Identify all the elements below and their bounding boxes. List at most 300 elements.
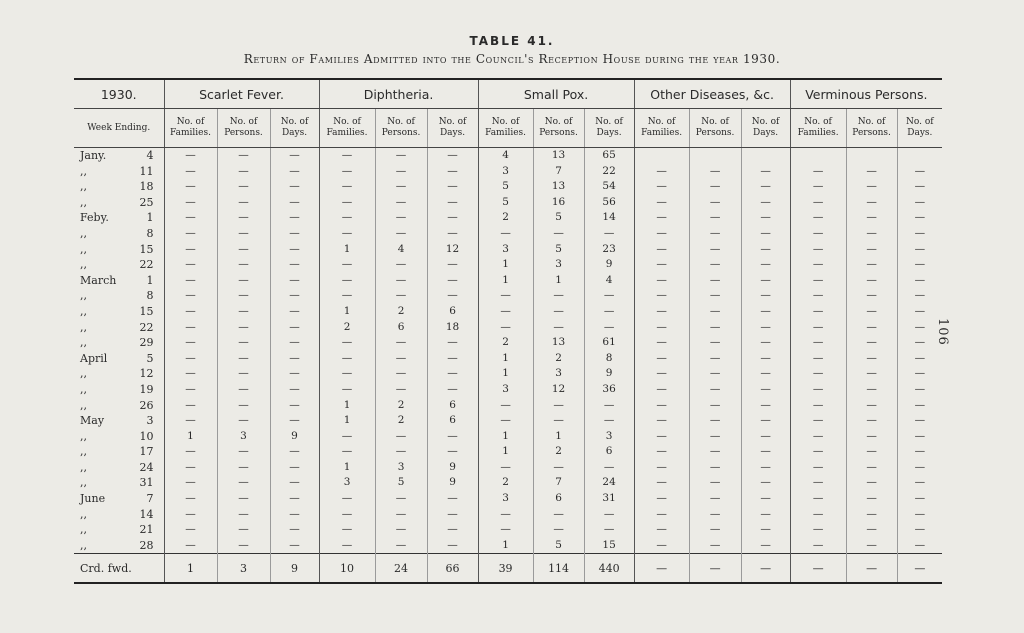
- table-row: [74, 288, 942, 304]
- table-cell: —: [846, 164, 897, 180]
- table-cell: —: [217, 444, 270, 460]
- week-month: ,,: [80, 226, 87, 240]
- table-cell: 2: [375, 398, 427, 414]
- table-cell: [634, 148, 689, 164]
- table-cell: —: [790, 195, 846, 211]
- table-cell: —: [375, 179, 427, 195]
- table-cell: —: [914, 180, 926, 193]
- table-cell: —: [914, 429, 926, 442]
- table-cell: —: [478, 226, 533, 242]
- table-cell: 24: [584, 475, 634, 491]
- reception-house-table-container: [74, 78, 942, 584]
- week-month: ,,: [80, 476, 87, 490]
- table-cell: —: [634, 273, 689, 289]
- week-day: 15: [139, 242, 154, 256]
- table-cell: —: [741, 226, 790, 242]
- table-cell: —: [846, 366, 897, 382]
- table-cell: —: [741, 475, 790, 491]
- table-cell: —: [634, 460, 689, 476]
- week-ending-cell: [74, 273, 164, 289]
- week-month: ,,: [80, 304, 87, 318]
- scarlet-fever-days-heading: No. of Days.: [270, 109, 319, 148]
- table-cell: —: [634, 320, 689, 336]
- table-cell: —: [741, 179, 790, 195]
- table-cell: —: [689, 335, 741, 351]
- table-cell: 6: [533, 491, 584, 507]
- table-cell: 13: [533, 148, 584, 164]
- table-row: [74, 179, 942, 195]
- carried-forward-cell: 3: [217, 554, 270, 584]
- table-cell: —: [584, 413, 634, 429]
- table-cell: —: [914, 523, 926, 536]
- diphtheria-persons-heading: No. of Persons.: [375, 109, 427, 148]
- table-cell: —: [427, 491, 478, 507]
- week-day: 7: [146, 492, 154, 506]
- table-number: TABLE 41.: [469, 34, 555, 48]
- table-cell: 1: [533, 429, 584, 445]
- table-cell: —: [427, 538, 478, 554]
- verminous-persons-persons-heading: No. of Persons.: [846, 109, 897, 148]
- table-cell: —: [533, 522, 584, 538]
- table-cell: 54: [584, 179, 634, 195]
- table-cell: —: [427, 210, 478, 226]
- carried-forward-cell: —: [634, 554, 689, 584]
- table-cell: —: [790, 398, 846, 414]
- table-cell: —: [319, 164, 375, 180]
- week-month: Jany.: [80, 149, 107, 162]
- table-cell: —: [319, 491, 375, 507]
- table-cell: —: [634, 366, 689, 382]
- table-cell: —: [217, 164, 270, 180]
- table-row: [74, 257, 942, 273]
- reception-house-table: [74, 78, 942, 584]
- table-cell: —: [689, 429, 741, 445]
- table-cell: —: [319, 522, 375, 538]
- table-cell: 5: [533, 210, 584, 226]
- table-cell: —: [846, 226, 897, 242]
- table-cell: —: [634, 351, 689, 367]
- table-cell: 23: [584, 242, 634, 258]
- week-day: 1: [146, 273, 154, 287]
- table-cell: —: [164, 273, 217, 289]
- table-cell: —: [319, 288, 375, 304]
- table-cell: —: [846, 507, 897, 523]
- table-cell: —: [164, 444, 217, 460]
- table-cell: —: [427, 273, 478, 289]
- table-header: [74, 79, 942, 148]
- table-cell: 5: [375, 475, 427, 491]
- table-row: [74, 148, 942, 164]
- table-cell: —: [914, 507, 926, 520]
- table-cell: —: [914, 273, 926, 286]
- week-month: ,,: [80, 320, 87, 334]
- week-ending-cell: [74, 148, 164, 164]
- table-cell: —: [427, 288, 478, 304]
- week-ending-cell: [74, 304, 164, 320]
- table-cell: —: [790, 273, 846, 289]
- table-cell: —: [634, 164, 689, 180]
- table-cell: —: [689, 351, 741, 367]
- scarlet-fever-persons-heading: No. of Persons.: [217, 109, 270, 148]
- table-cell: —: [270, 522, 319, 538]
- week-ending-cell: [74, 351, 164, 367]
- table-cell: —: [741, 320, 790, 336]
- week-day: 24: [139, 460, 154, 474]
- table-cell: 6: [375, 320, 427, 336]
- table-row: [74, 366, 942, 382]
- table-cell: —: [741, 288, 790, 304]
- table-cell: —: [427, 429, 478, 445]
- table-cell: 4: [478, 148, 533, 164]
- table-cell: —: [375, 210, 427, 226]
- table-cell: —: [217, 195, 270, 211]
- table-cell: —: [478, 507, 533, 523]
- table-cell: —: [634, 335, 689, 351]
- table-cell: —: [270, 257, 319, 273]
- table-cell: 2: [375, 304, 427, 320]
- week-day: 31: [139, 476, 154, 490]
- table-caption: Return of Families Admitted into the Council's Reception House during the year 1930.: [243, 52, 781, 66]
- table-cell: —: [375, 351, 427, 367]
- table-cell: —: [741, 413, 790, 429]
- table-cell: 12: [427, 242, 478, 258]
- table-cell: —: [634, 398, 689, 414]
- table-cell: —: [375, 226, 427, 242]
- table-cell: —: [270, 366, 319, 382]
- table-cell: 3: [478, 491, 533, 507]
- table-cell: —: [741, 273, 790, 289]
- table-cell: —: [741, 335, 790, 351]
- table-cell: —: [689, 382, 741, 398]
- week-day: 17: [139, 445, 154, 459]
- table-cell: —: [270, 242, 319, 258]
- table-cell: —: [217, 491, 270, 507]
- table-cell: 1: [478, 366, 533, 382]
- table-cell: —: [790, 351, 846, 367]
- table-cell: —: [634, 429, 689, 445]
- group-heading-other-diseases: Other Diseases, &c.: [634, 79, 790, 109]
- table-cell: 3: [478, 382, 533, 398]
- week-ending-cell: [74, 398, 164, 414]
- table-cell: —: [914, 445, 926, 458]
- table-cell: —: [846, 288, 897, 304]
- table-cell: —: [164, 242, 217, 258]
- carried-forward-label: Crd. fwd.: [74, 554, 164, 584]
- week-ending-cell: [74, 429, 164, 445]
- table-row: [74, 320, 942, 336]
- week-ending-cell: [74, 382, 164, 398]
- table-cell: 22: [584, 164, 634, 180]
- table-cell: —: [217, 320, 270, 336]
- table-cell: 6: [427, 304, 478, 320]
- week-ending-cell: [74, 460, 164, 476]
- table-cell: [846, 148, 897, 164]
- week-month: ,,: [80, 507, 87, 521]
- table-cell: —: [217, 351, 270, 367]
- table-cell: 1: [319, 242, 375, 258]
- table-cell: —: [270, 413, 319, 429]
- small-pox-persons-heading: No. of Persons.: [533, 109, 584, 148]
- table-cell: —: [689, 304, 741, 320]
- table-cell: —: [846, 304, 897, 320]
- table-cell: 9: [584, 366, 634, 382]
- table-cell: —: [790, 179, 846, 195]
- table-cell: —: [319, 366, 375, 382]
- table-cell: —: [584, 226, 634, 242]
- table-cell: 6: [584, 444, 634, 460]
- table-cell: —: [846, 382, 897, 398]
- table-cell: —: [427, 164, 478, 180]
- table-cell: —: [375, 195, 427, 211]
- group-heading-scarlet-fever: Scarlet Fever.: [164, 79, 319, 109]
- week-month: June: [80, 492, 106, 506]
- table-cell: —: [164, 460, 217, 476]
- week-month: ,,: [80, 258, 87, 272]
- table-cell: —: [478, 522, 533, 538]
- table-cell: —: [217, 335, 270, 351]
- table-cell: —: [634, 507, 689, 523]
- table-cell: —: [634, 538, 689, 554]
- other-diseases-persons-heading: No. of Persons.: [689, 109, 741, 148]
- table-cell: —: [533, 413, 584, 429]
- table-cell: 3: [375, 460, 427, 476]
- table-cell: 4: [584, 273, 634, 289]
- other-diseases-days-heading: No. of Days.: [741, 109, 790, 148]
- table-cell: —: [790, 366, 846, 382]
- table-cell: 1: [319, 413, 375, 429]
- table-cell: —: [427, 522, 478, 538]
- table-cell: 1: [319, 460, 375, 476]
- table-cell: —: [914, 382, 926, 395]
- table-cell: 65: [584, 148, 634, 164]
- group-heading-small-pox: Small Pox.: [478, 79, 634, 109]
- table-row: [74, 398, 942, 414]
- table-cell: 2: [533, 444, 584, 460]
- table-cell: [741, 148, 790, 164]
- table-cell: —: [914, 226, 926, 239]
- table-cell: —: [914, 460, 926, 473]
- week-day: 22: [139, 320, 154, 334]
- table-cell: —: [270, 288, 319, 304]
- table-cell: —: [375, 522, 427, 538]
- table-row: [74, 242, 942, 258]
- week-day: 11: [139, 164, 154, 178]
- table-cell: —: [164, 195, 217, 211]
- table-cell: —: [478, 304, 533, 320]
- table-cell: —: [584, 288, 634, 304]
- table-row: [74, 195, 942, 211]
- table-cell: —: [427, 351, 478, 367]
- table-row: [74, 429, 942, 445]
- table-cell: 56: [584, 195, 634, 211]
- table-row: [74, 460, 942, 476]
- table-cell: —: [270, 398, 319, 414]
- table-cell: 1: [478, 351, 533, 367]
- table-cell: —: [689, 210, 741, 226]
- carried-forward-cell: —: [741, 554, 790, 584]
- carried-forward-cell: —: [897, 554, 942, 584]
- table-cell: —: [846, 257, 897, 273]
- table-cell: —: [164, 320, 217, 336]
- week-day: 12: [139, 367, 154, 381]
- table-cell: —: [375, 273, 427, 289]
- table-cell: —: [584, 398, 634, 414]
- table-cell: 13: [533, 335, 584, 351]
- carried-forward-cell: 24: [375, 554, 427, 584]
- week-ending-cell: [74, 210, 164, 226]
- week-ending-cell: [74, 507, 164, 523]
- table-cell: —: [634, 210, 689, 226]
- carried-forward-cell: 39: [478, 554, 533, 584]
- table-cell: —: [533, 320, 584, 336]
- table-cell: —: [689, 460, 741, 476]
- table-cell: —: [270, 335, 319, 351]
- table-cell: —: [741, 460, 790, 476]
- page-number: 106: [935, 318, 950, 346]
- verminous-persons-days-heading: No. of Days.: [897, 109, 942, 148]
- table-cell: —: [741, 444, 790, 460]
- table-cell: —: [914, 320, 926, 333]
- table-cell: 31: [584, 491, 634, 507]
- table-cell: —: [375, 164, 427, 180]
- table-cell: —: [741, 210, 790, 226]
- table-cell: 3: [217, 429, 270, 445]
- week-day: 8: [146, 289, 154, 303]
- week-ending-cell: [74, 164, 164, 180]
- table-cell: —: [634, 522, 689, 538]
- table-cell: —: [217, 257, 270, 273]
- table-cell: —: [741, 382, 790, 398]
- table-cell: —: [270, 538, 319, 554]
- table-cell: —: [741, 366, 790, 382]
- week-ending-cell: [74, 522, 164, 538]
- table-cell: —: [478, 413, 533, 429]
- table-cell: —: [741, 195, 790, 211]
- table-cell: 8: [584, 351, 634, 367]
- table-cell: —: [914, 538, 926, 551]
- table-cell: 1: [319, 398, 375, 414]
- week-month: ,,: [80, 242, 87, 256]
- table-cell: 2: [478, 210, 533, 226]
- table-cell: —: [164, 179, 217, 195]
- table-cell: —: [584, 460, 634, 476]
- group-heading-diphtheria: Diphtheria.: [319, 79, 478, 109]
- table-cell: —: [270, 179, 319, 195]
- table-cell: —: [790, 444, 846, 460]
- table-cell: —: [846, 522, 897, 538]
- table-cell: —: [634, 226, 689, 242]
- table-cell: —: [164, 538, 217, 554]
- week-ending-cell: [74, 366, 164, 382]
- table-cell: —: [375, 538, 427, 554]
- table-cell: —: [790, 304, 846, 320]
- table-cell: 61: [584, 335, 634, 351]
- table-cell: —: [375, 335, 427, 351]
- table-cell: 5: [533, 538, 584, 554]
- week-month: ,,: [80, 538, 87, 552]
- week-ending-cell: [74, 413, 164, 429]
- week-ending-cell: [74, 179, 164, 195]
- table-cell: —: [914, 258, 926, 271]
- table-cell: —: [270, 320, 319, 336]
- table-cell: —: [741, 398, 790, 414]
- table-cell: —: [427, 382, 478, 398]
- table-cell: —: [319, 210, 375, 226]
- week-month: April: [80, 351, 108, 365]
- carried-forward-cell: 114: [533, 554, 584, 584]
- table-cell: —: [741, 429, 790, 445]
- table-cell: —: [846, 351, 897, 367]
- table-cell: —: [689, 538, 741, 554]
- table-cell: —: [427, 179, 478, 195]
- table-cell: —: [689, 273, 741, 289]
- table-cell: —: [689, 320, 741, 336]
- week-month: ,,: [80, 180, 87, 194]
- table-cell: —: [478, 398, 533, 414]
- table-cell: —: [427, 335, 478, 351]
- table-cell: —: [164, 288, 217, 304]
- table-cell: —: [741, 491, 790, 507]
- table-cell: —: [689, 413, 741, 429]
- table-cell: —: [846, 460, 897, 476]
- group-header-row: [74, 79, 942, 109]
- table-cell: —: [846, 179, 897, 195]
- table-cell: —: [689, 475, 741, 491]
- table-row: [74, 335, 942, 351]
- table-cell: —: [375, 444, 427, 460]
- table-cell: —: [478, 288, 533, 304]
- table-cell: —: [790, 507, 846, 523]
- table-cell: 36: [584, 382, 634, 398]
- week-day: 5: [146, 351, 154, 365]
- table-row: [74, 382, 942, 398]
- table-cell: —: [689, 491, 741, 507]
- table-cell: —: [427, 507, 478, 523]
- table-cell: 1: [478, 257, 533, 273]
- table-cell: —: [846, 538, 897, 554]
- table-cell: 9: [427, 460, 478, 476]
- table-row: [74, 491, 942, 507]
- table-cell: 1: [478, 273, 533, 289]
- week-day: 28: [139, 538, 154, 552]
- table-cell: —: [741, 242, 790, 258]
- week-month: ,,: [80, 289, 87, 303]
- table-cell: 6: [427, 413, 478, 429]
- table-cell: —: [914, 336, 926, 349]
- table-cell: —: [846, 475, 897, 491]
- table-body: [74, 148, 942, 584]
- table-row: [74, 444, 942, 460]
- table-cell: —: [217, 288, 270, 304]
- table-cell: —: [270, 304, 319, 320]
- table-cell: —: [634, 413, 689, 429]
- table-cell: —: [217, 507, 270, 523]
- week-ending-cell: [74, 491, 164, 507]
- table-cell: —: [164, 210, 217, 226]
- week-month: May: [80, 414, 105, 428]
- week-day: 25: [139, 195, 154, 209]
- table-cell: —: [790, 460, 846, 476]
- table-cell: 3: [584, 429, 634, 445]
- week-ending-cell: [74, 226, 164, 242]
- table-cell: [790, 148, 846, 164]
- table-cell: 18: [427, 320, 478, 336]
- table-cell: —: [790, 429, 846, 445]
- table-cell: —: [319, 507, 375, 523]
- table-cell: —: [375, 366, 427, 382]
- week-ending-cell: [74, 195, 164, 211]
- carried-forward-cell: 9: [270, 554, 319, 584]
